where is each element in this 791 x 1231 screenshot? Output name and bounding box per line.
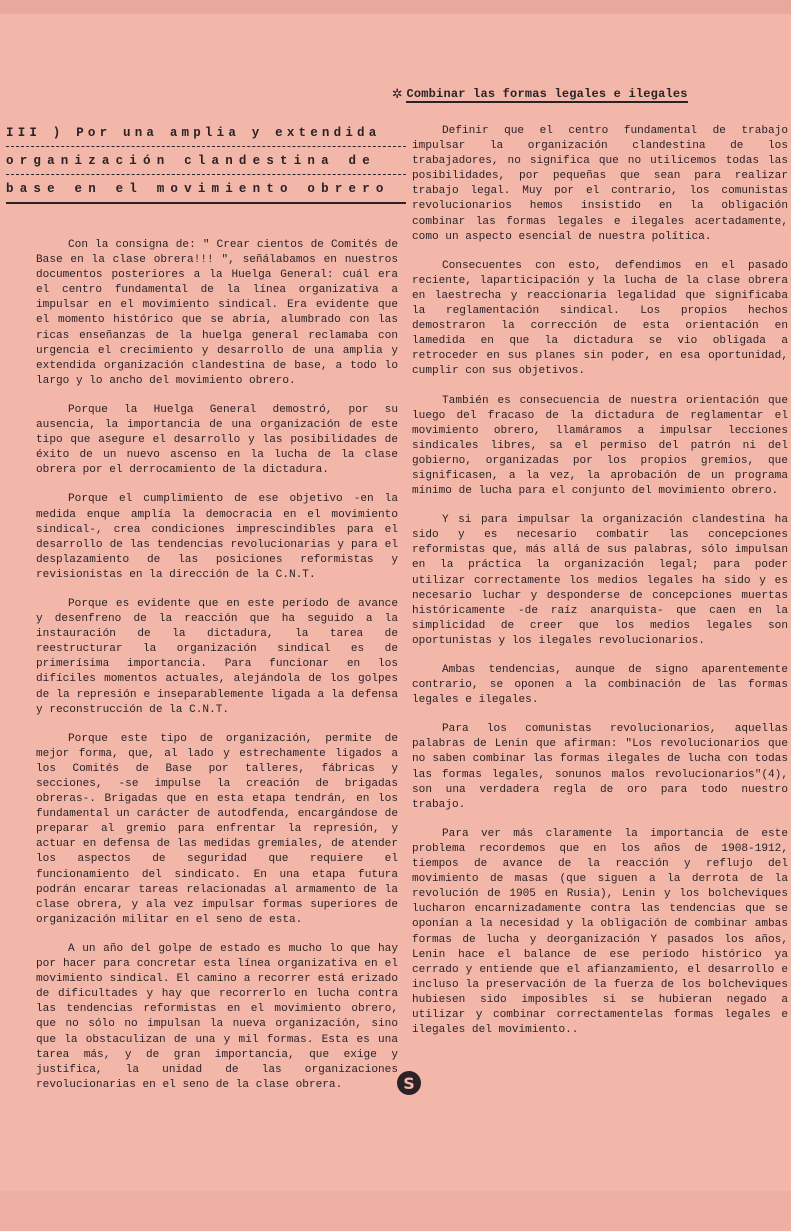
page-header (392, 86, 712, 103)
paragraph: Porque el cumplimiento de ese objetivo -en la medida enque amplía la democracia en el movimiento sindical-, crea condiciones imprescindibles para el desarrollo de las tendencias revolucionarias y para el desplazamiento de las posiciones reformistas y revisionistas en la dirección de la C.N.T. (36, 493, 398, 581)
paragraph: Con la consigna de: " Crear cientos de Comités de Base en la clase obrera!!! ", señálabamos en nuestros documentos posteriores a la Huelga General: cuál era el centro fundamental de la línea organizativa a impulsar en el movimiento sindical. Era evidente que el momento histórico que se abría, alumbrado con las ricas enseñanzas de la huelga general reclamaba con urgencia el crecimiento y desarrollo de una amplia y extendida organización clandestina de base, a todo lo largo y lo ancho del movimiento obrero. (36, 239, 398, 387)
section-heading-line-2: organización clandestina de (6, 154, 376, 168)
paragraph: Consecuentes con esto, defendimos en el pasado reciente, laparticipación y la lucha de la clase obrera en laestrecha y reaccionaria legalidad que significaba la reglamentación sindical. Los propios hechos demostraron la corrección de esta orientación en lamedida en que la dictadura se vio obligada a retroceder en sus planes sin poder, en esa oportunidad, cumplir con sus objetivos. (412, 259, 788, 378)
paragraph: Porque este tipo de organización, permite de mejor forma, que, al lado y estrechamente ligados a los Comités de Base por talleres, fábricas y secciones, -se impulse la creación de brigadas obreras-. Brigadas que en esta etapa tendrán, en los fundamental un carácter de autodfenda, encargándose de preparar al gremio para enfrentar la represión, y actuar en defensa de las medidas gremiales, de atender los aspectos de seguridad que requiere el funcionamiento del sindicato. En una etapa futura podrán encarar tareas relacionadas al armamento de la clase obrera, y ala vez impulsar formas superiores de organización militar en el seno de esta. (36, 732, 398, 926)
page-bottom-edge (0, 1191, 791, 1231)
page-mark-logo: S (397, 1071, 421, 1095)
header-title: Combinar las formas legales e ilegales (406, 86, 688, 101)
paragraph: Y si para impulsar la organización clandestina ha sido y es necesario combatir las concepciones reformistas que, más allá de sus palabras, sólo impulsan en la práctica la organización legal; para poder utilizar correctamente los medios legales ha sido y es necesario luchar y desponderse de concepciones muertas históricamente -de raíz anarquista- que caen en la simplicidad de creer que los medios legales son oportunistas y los ilegales revolucionarios. (412, 514, 788, 647)
left-column (36, 238, 398, 1107)
paragraph: A un año del golpe de estado es mucho lo que hay por hacer para concretar esta línea organizativa en el movimiento sindical. El camino a recorrer está erizado de dificultades y hay que recorrerlo en lucha contra las tendencias reformistas en el movimiento obrero, que no sólo no impulsan la nueva organización, sino que la obstaculizan de una y mil formas. Esta es una tarea más, y de gran importancia, que exige y justifica, la unidad de las organizaciones revolucionarias en el seno de la clase obrera. (36, 942, 398, 1091)
paragraph: Para los comunistas revolucionarios, aquellas palabras de Lenin que afirman: "Los revolucionarios que no saben combinar las formas ilegales de lucha con todas las formas legales, sonunos malos revolucionarios"(4), son una verdadera regla de oro para todo nuestro trabajo. (412, 723, 788, 811)
paragraph: Definir que el centro fundamental de trabajo impulsar la organización clandestina de los trabajadores, no significa que no utilicemos todas las posibilidades, por pequeñas que sean para realizar trabajo legal. Muy por el contrario, los comunistas revolucionarios hemos insistido en la obligación combinar las formas legales e ilegales acertadamente, como un aspecto esencial de nuestra política. (412, 125, 788, 243)
paragraph: Porque es evidente que en este período de avance y desenfreno de la reacción que ha seguido a la instauración de la dictadura, la tarea de reestructurar la organización sindical es de primerísima importancia. Para funcionar en los difíciles momentos actuales, alejándola de los golpes de la represión e inseparablemente ligada a la defensa y reconstrucción de la C.N.T. (36, 597, 398, 716)
paragraph: Para ver más claramente la importancia de este problema recordemos que en los años de 1908-1912, tiempos de avance de la reacción y reflujo del movimiento de masas (que siguen a la derrota de la revolución de 1905 en Rusia), Lenin y los bolcheviques lucharon encarnizadamente contra las tendencias que se oponían a la necesidad y la obligación de combinar ambas formas de lucha y deorganización Y pasados los años, Lenin hace el balance de ese período histórico ya cerrado y entiende que el afianzamiento, el desarrollo e incluso la preservación de la fuerza de los bolcheviques hubiesen sido imposibles si se hubieran negado a utilizar y combinar correctamentelas formas legales e ilegales del movimiento.. (412, 827, 788, 1037)
paragraph: Porque la Huelga General demostró, por su ausencia, la importancia de una organización de este tipo que asegure el desarrollo y las posibilidades de éxito de un nuevo ascenso en la lucha de la clase obrera por el derrocamiento de la dictadura. (36, 403, 398, 477)
section-heading-line-3: base en el movimiento obrero (6, 182, 390, 196)
page-top-edge (0, 0, 791, 14)
asterisk-icon: ✲ (392, 85, 403, 104)
paragraph: Ambas tendencias, aunque de signo aparentemente contrario, se oponen a la combinación de las formas legales e ilegales. (412, 664, 788, 707)
paragraph: También es consecuencia de nuestra orientación que luego del fracaso de la dictadura de reglamentar el movimiento obrero, llamáramos a impulsar lecciones sindicales libres, sa el permiso del patrón ni del gobierno, organizadas por los propios gremios, que significasen, a la vez, la aprobación de un programa mínimo de lucha para el conjunto del movimiento obrero. (412, 394, 788, 498)
heading-underline (6, 202, 406, 205)
section-heading (6, 120, 406, 205)
section-heading-line-1: III ) Por una amplia y extendida (6, 126, 381, 140)
right-column (412, 124, 788, 1052)
